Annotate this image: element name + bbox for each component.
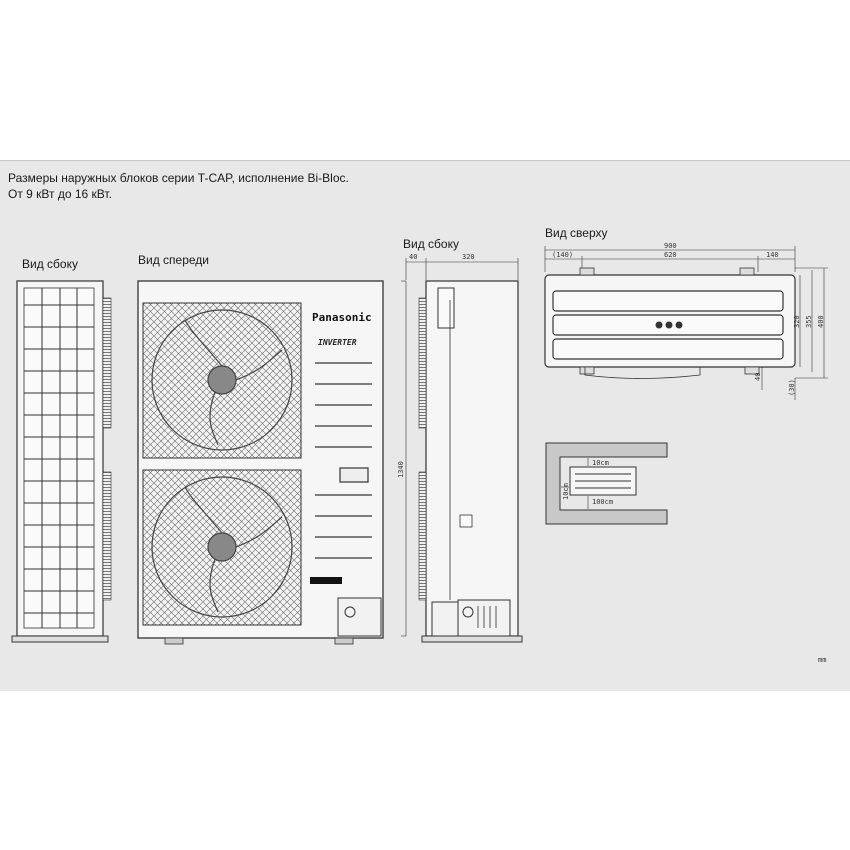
dim-top-30: (30) (788, 379, 796, 396)
caption-line-1: Размеры наружных блоков серии T-CAP, исполнение Bi-Bloc. (8, 171, 349, 185)
dim-top-400: 400 (817, 315, 825, 328)
dim-top-620: 620 (664, 251, 677, 259)
label-top-view: Вид сверху (545, 226, 608, 240)
label-front-view: Вид спереди (138, 253, 210, 267)
front-view (138, 281, 383, 644)
dim-top-140-left: (140) (552, 251, 574, 259)
clearance-front: 100cm (592, 498, 614, 506)
dim-side-320: 320 (462, 253, 475, 261)
pipe-cover (338, 598, 381, 636)
inverter-logo: INVERTER (318, 338, 357, 347)
label-side-view-right: Вид сбоку (403, 237, 459, 251)
unit-label: mm (818, 656, 827, 664)
label-side-view-left: Вид сбоку (22, 257, 78, 271)
caption-line-2: От 9 кВт до 16 кВт. (8, 187, 112, 201)
clearance-side: 10cm (562, 483, 570, 500)
dim-top-320: 320 (793, 315, 801, 328)
dim-top-140-right: 140 (766, 251, 779, 259)
panasonic-logo: Panasonic (312, 311, 372, 324)
side-view-right (401, 258, 522, 642)
dim-side-40: 40 (409, 253, 418, 261)
side-view-left (12, 281, 111, 642)
dim-top-900: 900 (664, 242, 677, 250)
dim-top-355: 355 (805, 315, 813, 328)
top-view (545, 246, 828, 400)
rating-plate (310, 577, 342, 584)
dim-top-40: 40 (754, 372, 762, 381)
service-label-plate (340, 468, 368, 482)
clearance-top: 10cm (592, 459, 609, 467)
dim-height-1340: 1340 (397, 461, 405, 478)
